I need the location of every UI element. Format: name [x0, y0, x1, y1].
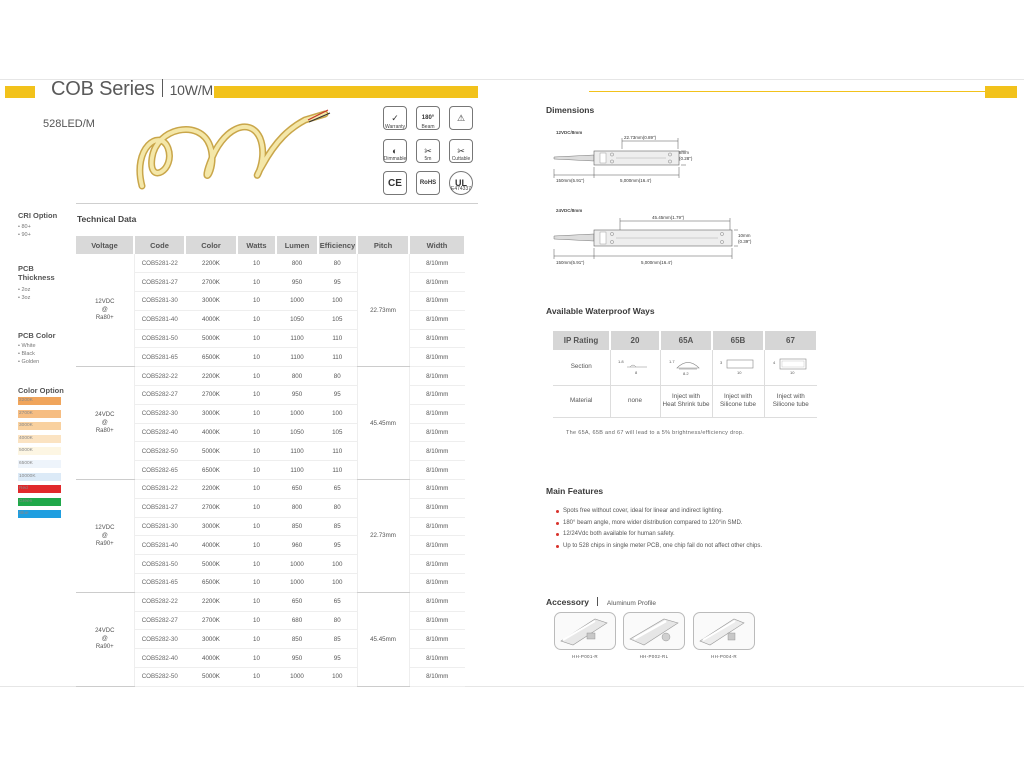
- voltage-line: Ra90+: [95, 644, 114, 651]
- pcb-color-item: • Golden: [18, 359, 40, 365]
- color-cell: 2700K: [185, 498, 237, 517]
- width-cell: 8/10mm: [409, 442, 465, 461]
- color-swatch: 6500K: [18, 460, 61, 468]
- width-cell: 8/10mm: [409, 668, 465, 687]
- ip65a-section-diagram: [660, 350, 712, 385]
- lumen-cell: 1000: [276, 668, 318, 687]
- lumen-cell: 1100: [276, 461, 318, 480]
- color-swatch: 3000K: [18, 422, 61, 430]
- pcb-color-item: • White: [18, 343, 36, 349]
- technical-data-table: [76, 236, 466, 687]
- color-cell: 5000K: [185, 668, 237, 687]
- cut-length-label: 5m: [424, 156, 432, 162]
- ip-section-row: [553, 350, 817, 385]
- profile-model-label: HH-P004-R: [711, 654, 737, 659]
- code-cell: COB5281-40: [134, 536, 185, 555]
- color-swatch: Red: [18, 485, 61, 493]
- efficiency-cell: 95: [318, 536, 357, 555]
- color-cell: 3000K: [185, 630, 237, 649]
- code-cell: COB5281-40: [134, 310, 185, 329]
- color-option-heading: Color Option: [18, 386, 64, 395]
- dim-24v-width-inch: (0.39"): [738, 239, 752, 244]
- ce-mark-icon: CE: [383, 171, 407, 195]
- voltage-cell: [76, 480, 134, 593]
- lumen-cell: 800: [276, 367, 318, 386]
- voltage-cell: [76, 592, 134, 686]
- voltage-line: @: [101, 307, 108, 314]
- efficiency-cell: 80: [318, 611, 357, 630]
- voltage-line: 24VDC: [95, 412, 115, 419]
- color-cell: 2700K: [185, 273, 237, 292]
- technical-table-body: [76, 254, 465, 686]
- dim-24v-lead: 150mm(5.91"): [556, 260, 585, 265]
- watts-cell: 10: [237, 517, 276, 536]
- color-cell: 2200K: [185, 254, 237, 273]
- col-header-watts: Watts: [237, 236, 276, 254]
- efficiency-cell: 100: [318, 668, 357, 687]
- width-cell: 8/10mm: [409, 630, 465, 649]
- watts-cell: 10: [237, 536, 276, 555]
- cob-strip-product-image: [130, 108, 340, 198]
- efficiency-cell: 85: [318, 517, 357, 536]
- profile-image: [694, 613, 754, 649]
- code-cell: COB5282-40: [134, 649, 185, 668]
- warranty-icon: ✓: [383, 106, 407, 130]
- watts-cell: 10: [237, 404, 276, 423]
- color-cell: 6500K: [185, 461, 237, 480]
- dim-12v-lead: 150mm(5.91"): [556, 178, 585, 183]
- voltage-line: 12VDC: [95, 524, 115, 531]
- width-cell: 8/10mm: [409, 649, 465, 668]
- watts-cell: 10: [237, 386, 276, 405]
- features-list: [556, 508, 762, 554]
- svg-text:1.7: 1.7: [669, 358, 675, 364]
- dim-12v-label: 12VDC/8mm: [556, 130, 583, 135]
- efficiency-cell: 100: [318, 555, 357, 574]
- efficiency-cell: 95: [318, 273, 357, 292]
- width-cell: 8/10mm: [409, 254, 465, 273]
- dim-12v-width-inch: (0.28"): [679, 156, 693, 161]
- lumen-cell: 800: [276, 254, 318, 273]
- yellow-accent-bar-title: [214, 86, 478, 98]
- efficiency-cell: 95: [318, 649, 357, 668]
- code-cell: COB5281-27: [134, 498, 185, 517]
- color-cell: 4000K: [185, 423, 237, 442]
- profile-model-label: HH-P001-R: [572, 654, 598, 659]
- col-header-color: Color: [185, 236, 237, 254]
- svg-text:8: 8: [635, 369, 638, 375]
- technical-table-header: [76, 236, 465, 254]
- warranty-label: Warranty: [384, 124, 406, 130]
- code-cell: COB5282-27: [134, 386, 185, 405]
- color-swatch: 4000K: [18, 435, 61, 443]
- accessory-subtitle: Aluminum Profile: [606, 600, 657, 607]
- feature-item: Spots free without cover, ideal for linear and indirect lighting.: [556, 508, 762, 520]
- cuttable-label: Cuttable: [451, 156, 471, 162]
- voltage-line: 12VDC: [95, 299, 115, 306]
- width-cell: 8/10mm: [409, 367, 465, 386]
- dimmable-label: Dimmable: [383, 156, 407, 162]
- watts-cell: 10: [237, 367, 276, 386]
- voltage-line: Ra80+: [95, 428, 114, 435]
- svg-text:8.2: 8.2: [683, 370, 689, 376]
- code-cell: COB5282-22: [134, 367, 185, 386]
- code-cell: COB5281-50: [134, 555, 185, 574]
- svg-text:10: 10: [737, 369, 742, 375]
- ip65a-material: Inject with Heat Shrink tube: [660, 385, 712, 417]
- esd-icon: ⚠: [449, 106, 473, 130]
- profile-image: [624, 613, 684, 649]
- efficiency-cell: 105: [318, 423, 357, 442]
- watts-cell: 10: [237, 649, 276, 668]
- lumen-cell: 650: [276, 480, 318, 499]
- waterproof-note: The 65A, 65B and 67 will lead to a 5% brightness/efficiency drop.: [566, 430, 745, 436]
- width-cell: 8/10mm: [409, 310, 465, 329]
- pcb-thickness-item: • 3oz: [18, 295, 31, 301]
- watts-cell: 10: [237, 668, 276, 687]
- profile-image: [555, 613, 615, 649]
- dim-24v-label: 24VDC/8mm: [556, 208, 583, 213]
- width-cell: 8/10mm: [409, 517, 465, 536]
- svg-text:10: 10: [789, 369, 795, 375]
- accessory-separator: [597, 597, 598, 606]
- pcb-color-heading: PCB Color: [18, 331, 56, 340]
- code-cell: COB5282-65: [134, 461, 185, 480]
- watts-cell: 10: [237, 254, 276, 273]
- color-swatch: 5000K: [18, 447, 61, 455]
- cri-option-heading: CRI Option: [18, 211, 58, 220]
- watts-cell: 10: [237, 348, 276, 367]
- power-rating: 10W/M: [169, 82, 213, 98]
- color-cell: 2700K: [185, 386, 237, 405]
- ip-header-20: 20: [610, 331, 660, 350]
- aluminum-profile-card[interactable]: [623, 612, 685, 650]
- color-cell: 4000K: [185, 310, 237, 329]
- lumen-cell: 650: [276, 592, 318, 611]
- watts-cell: 10: [237, 273, 276, 292]
- pitch-cell: 22.73mm: [357, 254, 409, 367]
- watts-cell: 10: [237, 555, 276, 574]
- lumen-cell: 1000: [276, 555, 318, 574]
- aluminum-profile-card[interactable]: [693, 612, 755, 650]
- efficiency-cell: 110: [318, 348, 357, 367]
- feature-item: Up to 528 chips in single meter PCB, one chip fail do not affect other chips.: [556, 543, 762, 555]
- color-cell: 6500K: [185, 348, 237, 367]
- lumen-cell: 950: [276, 649, 318, 668]
- width-cell: 8/10mm: [409, 329, 465, 348]
- dim-24v-pitch: 45.45mm(1.79"): [652, 215, 685, 220]
- ip-section-label: Section: [553, 350, 610, 385]
- code-cell: COB5282-27: [134, 611, 185, 630]
- yellow-accent-bar-right: [985, 86, 1017, 98]
- lumen-cell: 1100: [276, 442, 318, 461]
- main-features-title: Main Features: [546, 486, 604, 496]
- col-header-width: Width: [409, 236, 465, 254]
- col-header-lumen: Lumen: [276, 236, 318, 254]
- ip-header-65a: 65A: [660, 331, 712, 350]
- ip-header-67: 67: [764, 331, 817, 350]
- width-cell: 8/10mm: [409, 574, 465, 593]
- code-cell: COB5281-65: [134, 348, 185, 367]
- ip-header-rating: IP Rating: [553, 331, 610, 350]
- color-swatch: Green: [18, 498, 61, 506]
- ul-number-label: E474337: [450, 186, 472, 192]
- color-swatch: 2700K: [18, 410, 61, 418]
- voltage-line: Ra80+: [95, 315, 114, 322]
- width-cell: 8/10mm: [409, 461, 465, 480]
- col-header-efficiency: Efficiency: [318, 236, 357, 254]
- efficiency-cell: 80: [318, 498, 357, 517]
- efficiency-cell: 110: [318, 461, 357, 480]
- efficiency-cell: 65: [318, 592, 357, 611]
- width-cell: 8/10mm: [409, 555, 465, 574]
- ul-listed-icon: UL: [449, 171, 473, 195]
- svg-text:4: 4: [772, 359, 775, 365]
- efficiency-cell: 85: [318, 630, 357, 649]
- lumen-cell: 800: [276, 498, 318, 517]
- lumen-cell: 1000: [276, 404, 318, 423]
- voltage-line: @: [101, 420, 108, 427]
- lumen-cell: 680: [276, 611, 318, 630]
- dim-12v-length: 5,000mm(16.4'): [620, 178, 652, 183]
- color-cell: 2200K: [185, 480, 237, 499]
- aluminum-profile-card[interactable]: [554, 612, 616, 650]
- color-swatch: Blue: [18, 510, 61, 518]
- color-cell: 4000K: [185, 536, 237, 555]
- ip20-section-diagram: [610, 350, 660, 385]
- lumen-cell: 1100: [276, 348, 318, 367]
- color-cell: 6500K: [185, 574, 237, 593]
- feature-item: 12/24Vdc both available for human safety.: [556, 531, 762, 543]
- efficiency-cell: 100: [318, 574, 357, 593]
- efficiency-cell: 100: [318, 292, 357, 311]
- color-cell: 3000K: [185, 404, 237, 423]
- watts-cell: 10: [237, 423, 276, 442]
- table-row: [76, 367, 465, 386]
- ip67-section-diagram: [764, 350, 817, 385]
- accessory-heading: [546, 592, 656, 610]
- efficiency-cell: 80: [318, 367, 357, 386]
- watts-cell: 10: [237, 498, 276, 517]
- width-cell: 8/10mm: [409, 536, 465, 555]
- lumen-cell: 1050: [276, 423, 318, 442]
- waterproof-table: [553, 331, 818, 418]
- watts-cell: 10: [237, 292, 276, 311]
- ip-material-label: Material: [553, 385, 610, 417]
- dim-24v-length: 5,000mm(16.4'): [641, 260, 673, 265]
- cri-option-item: • 80+: [18, 224, 31, 230]
- code-cell: COB5281-30: [134, 517, 185, 536]
- dim-12v-pitch: 22.73mm(0.89"): [624, 135, 657, 140]
- series-name: COB Series: [51, 78, 155, 100]
- voltage-cell: [76, 367, 134, 480]
- ip-material-row: [553, 385, 817, 417]
- watts-cell: 10: [237, 611, 276, 630]
- waterproof-table-header: [553, 331, 817, 350]
- color-cell: 2200K: [185, 367, 237, 386]
- color-cell: 4000K: [185, 649, 237, 668]
- title-separator: [162, 79, 163, 97]
- code-cell: COB5282-50: [134, 668, 185, 687]
- code-cell: COB5281-22: [134, 254, 185, 273]
- dimmable-icon: ◐: [383, 139, 407, 163]
- ip-header-65b: 65B: [712, 331, 764, 350]
- table-row: [76, 592, 465, 611]
- rohs-icon: RoHS: [416, 171, 440, 195]
- width-cell: 8/10mm: [409, 480, 465, 499]
- code-cell: COB5281-30: [134, 292, 185, 311]
- table-row: [76, 254, 465, 273]
- profile-model-label: HH-P002-RL: [639, 654, 669, 659]
- col-header-code: Code: [134, 236, 185, 254]
- table-row: [76, 480, 465, 499]
- width-cell: 8/10mm: [409, 423, 465, 442]
- dimensions-title: Dimensions: [546, 105, 595, 115]
- code-cell: COB5282-30: [134, 404, 185, 423]
- efficiency-cell: 105: [318, 310, 357, 329]
- col-header-pitch: Pitch: [357, 236, 409, 254]
- watts-cell: 10: [237, 310, 276, 329]
- color-cell: 3000K: [185, 292, 237, 311]
- pitch-cell: 22.73mm: [357, 480, 409, 593]
- watts-cell: 10: [237, 574, 276, 593]
- pcb-thickness-item: • 2oz: [18, 287, 31, 293]
- width-cell: 8/10mm: [409, 404, 465, 423]
- width-cell: 8/10mm: [409, 498, 465, 517]
- code-cell: COB5282-30: [134, 630, 185, 649]
- svg-text:3: 3: [720, 359, 723, 365]
- efficiency-cell: 110: [318, 442, 357, 461]
- page-title: [51, 78, 213, 101]
- lumen-cell: 1000: [276, 292, 318, 311]
- color-cell: 2700K: [185, 611, 237, 630]
- pitch-cell: 45.45mm: [357, 592, 409, 686]
- cuttable-icon: ✂: [449, 139, 473, 163]
- code-cell: COB5281-27: [134, 273, 185, 292]
- width-cell: 8/10mm: [409, 611, 465, 630]
- cut-length-icon: ✂: [416, 139, 440, 163]
- lumen-cell: 1050: [276, 310, 318, 329]
- lumen-cell: 950: [276, 386, 318, 405]
- voltage-line: Ra90+: [95, 540, 114, 547]
- watts-cell: 10: [237, 442, 276, 461]
- code-cell: COB5281-65: [134, 574, 185, 593]
- accessory-title: Accessory: [546, 597, 590, 607]
- watts-cell: 10: [237, 592, 276, 611]
- efficiency-cell: 100: [318, 404, 357, 423]
- voltage-line: @: [101, 636, 108, 643]
- color-cell: 2200K: [185, 592, 237, 611]
- width-cell: 8/10mm: [409, 292, 465, 311]
- color-swatch: 10000K: [18, 473, 61, 481]
- ip67-material: Inject with Silicone tube: [764, 385, 817, 417]
- ip65b-material: Inject with Silicone tube: [712, 385, 764, 417]
- yellow-rule-right: [589, 91, 985, 92]
- code-cell: COB5281-22: [134, 480, 185, 499]
- width-cell: 8/10mm: [409, 592, 465, 611]
- cri-option-item: • 90+: [18, 232, 31, 238]
- pitch-cell: 45.45mm: [357, 367, 409, 480]
- pcb-color-item: • Black: [18, 351, 35, 357]
- code-cell: COB5281-50: [134, 329, 185, 348]
- watts-cell: 10: [237, 480, 276, 499]
- color-cell: 5000K: [185, 442, 237, 461]
- color-cell: 3000K: [185, 517, 237, 536]
- width-cell: 8/10mm: [409, 348, 465, 367]
- color-swatch: 2200K: [18, 397, 61, 405]
- voltage-line: @: [101, 532, 108, 539]
- feature-item: 180° beam angle, more wider distribution compared to 120°in SMD.: [556, 520, 762, 532]
- efficiency-cell: 80: [318, 254, 357, 273]
- beam-label: Beam: [421, 124, 435, 130]
- lumen-cell: 950: [276, 273, 318, 292]
- efficiency-cell: 65: [318, 480, 357, 499]
- dim-12v-width: 8mm: [679, 150, 689, 155]
- waterproof-title: Available Waterproof Ways: [546, 306, 655, 316]
- technical-data-title: Technical Data: [77, 214, 137, 224]
- width-cell: 8/10mm: [409, 386, 465, 405]
- ip20-material: none: [610, 385, 660, 417]
- section-divider: [76, 203, 478, 204]
- svg-text:1.8: 1.8: [618, 358, 624, 364]
- pcb-thickness-heading: PCB Thickness: [18, 264, 55, 282]
- lumen-cell: 1000: [276, 574, 318, 593]
- strip-24v-dimension-drawing: [552, 216, 742, 266]
- code-cell: COB5282-22: [134, 592, 185, 611]
- efficiency-cell: 95: [318, 386, 357, 405]
- voltage-cell: [76, 254, 134, 367]
- yellow-accent-bar-left: [5, 86, 35, 98]
- voltage-line: 24VDC: [95, 628, 115, 635]
- watts-cell: 10: [237, 461, 276, 480]
- code-cell: COB5282-50: [134, 442, 185, 461]
- lumen-cell: 960: [276, 536, 318, 555]
- led-density: 528LED/M: [43, 118, 95, 130]
- lumen-cell: 1100: [276, 329, 318, 348]
- width-cell: 8/10mm: [409, 273, 465, 292]
- lumen-cell: 850: [276, 630, 318, 649]
- color-cell: 5000K: [185, 555, 237, 574]
- ip65b-section-diagram: [712, 350, 764, 385]
- color-cell: 5000K: [185, 329, 237, 348]
- efficiency-cell: 110: [318, 329, 357, 348]
- dim-24v-width: 10mm: [738, 233, 751, 238]
- col-header-voltage: Voltage: [76, 236, 134, 254]
- lumen-cell: 850: [276, 517, 318, 536]
- code-cell: COB5282-40: [134, 423, 185, 442]
- watts-cell: 10: [237, 329, 276, 348]
- beam-icon: 180°: [416, 106, 440, 130]
- watts-cell: 10: [237, 630, 276, 649]
